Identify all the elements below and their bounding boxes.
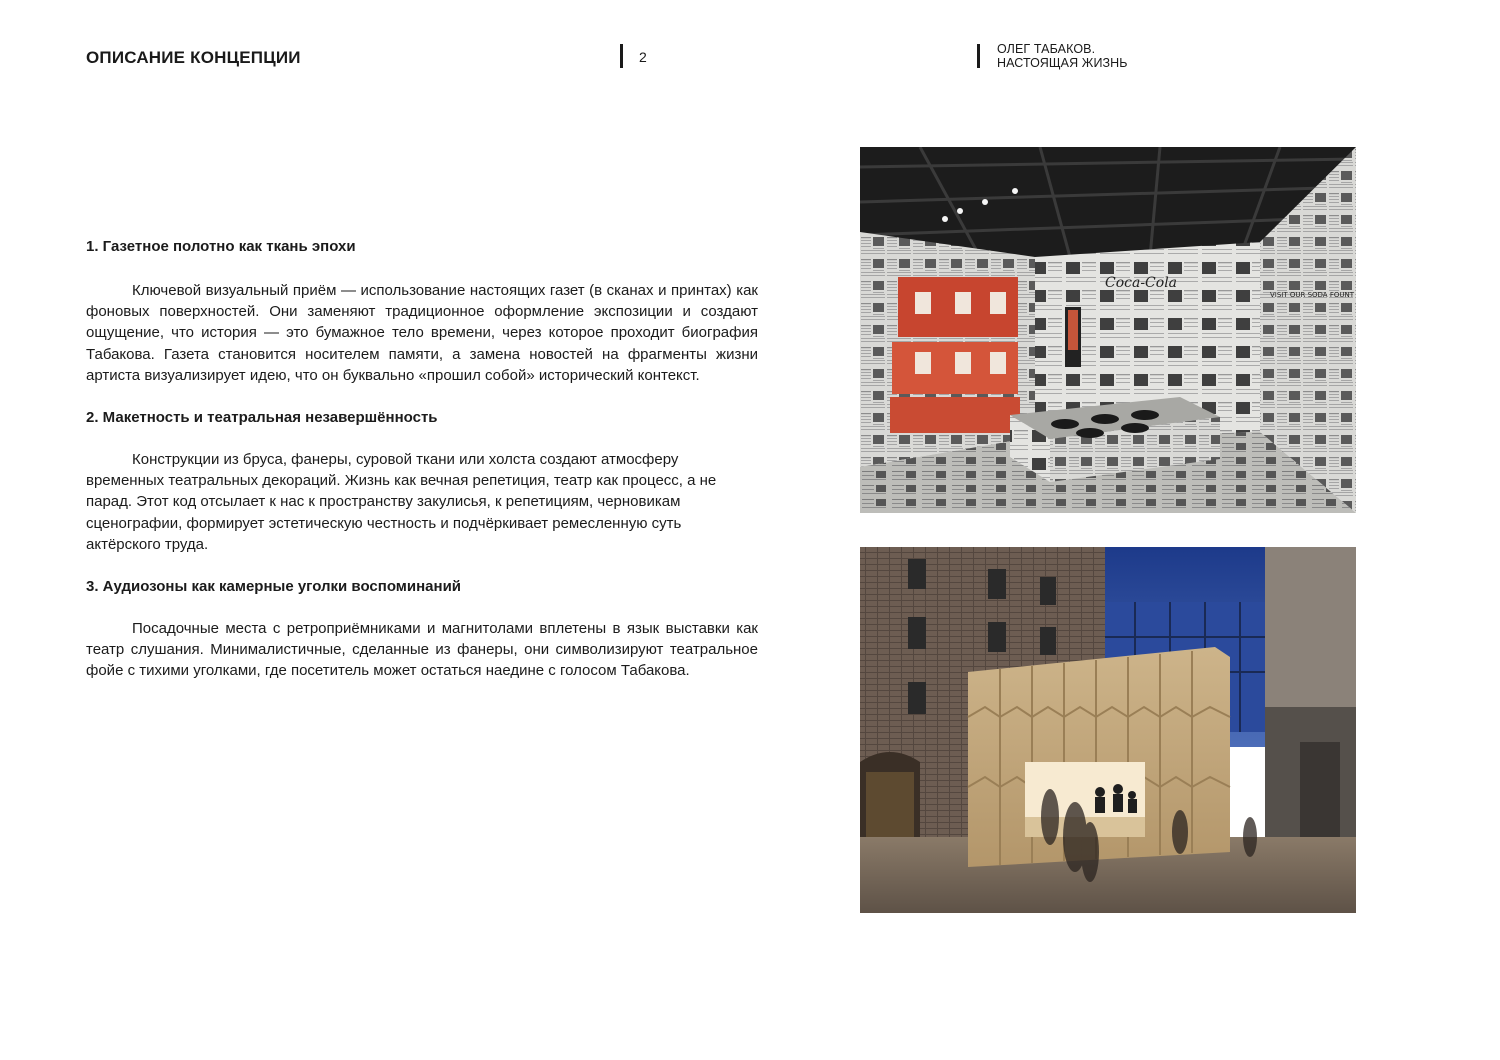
section-heading-2: 2. Макетность и театральная незавершённость <box>86 409 438 427</box>
newspaper-room-photo <box>860 147 1356 513</box>
soda-fount-sign: VISIT OUR SODA FOUNT <box>1270 291 1354 299</box>
page-number-divider <box>620 44 623 68</box>
section-body-3: Посадочные места с ретроприёмниками и магнитолами вплетены в язык выставки как театр слушания. Минималистичные, сделанные из фанеры, они символизируют театральное фойе с тихими уголками, где посетитель может остаться наедине с голосом Табакова. <box>86 620 758 680</box>
project-title-line-1: ОЛЕГ ТАБАКОВ. <box>997 42 1096 56</box>
concept-text-column <box>86 236 758 682</box>
page-number: 2 <box>639 49 647 65</box>
project-title-divider <box>977 44 980 68</box>
coca-cola-sign-1: Coca-Cola <box>1105 275 1178 291</box>
plywood-pavilion-photo <box>860 547 1356 913</box>
project-title-line-2: НАСТОЯЩАЯ ЖИЗНЬ <box>997 56 1128 70</box>
section-body-2: Конструкции из бруса, фанеры, суровой ткани или холста создают атмосферу временных театральных декораций. Жизнь как вечная репетиция, театр как процесс, а не парад. Этот код отсылает к нас к пространству закулисья, к репетициям, черновикам сценографии, формирует эстетическую честность и подчёркивает ремесленную суть актёрского труда. <box>86 451 717 553</box>
project-title <box>997 42 1128 70</box>
page-title: ОПИСАНИЕ КОНЦЕПЦИИ <box>86 48 301 67</box>
section-heading-3: 3. Аудиозоны как камерные уголки воспоминаний <box>86 578 462 596</box>
section-body-1: Ключевой визуальный приём — использование настоящих газет (в сканах и принтах) как фоновых поверхностей. Они заменяют традиционное оформление экспозиции и создают ощущение, что история — это бумажное тело времени, через которое проходит биография Табакова. Газета становится носителем памяти, а замена новостей на фрагменты жизни артиста визуализирует идею, что он буквально «прошил собой» исторический контекст. <box>86 282 758 384</box>
section-heading-1: 1. Газетное полотно как ткань эпохи <box>86 238 356 255</box>
